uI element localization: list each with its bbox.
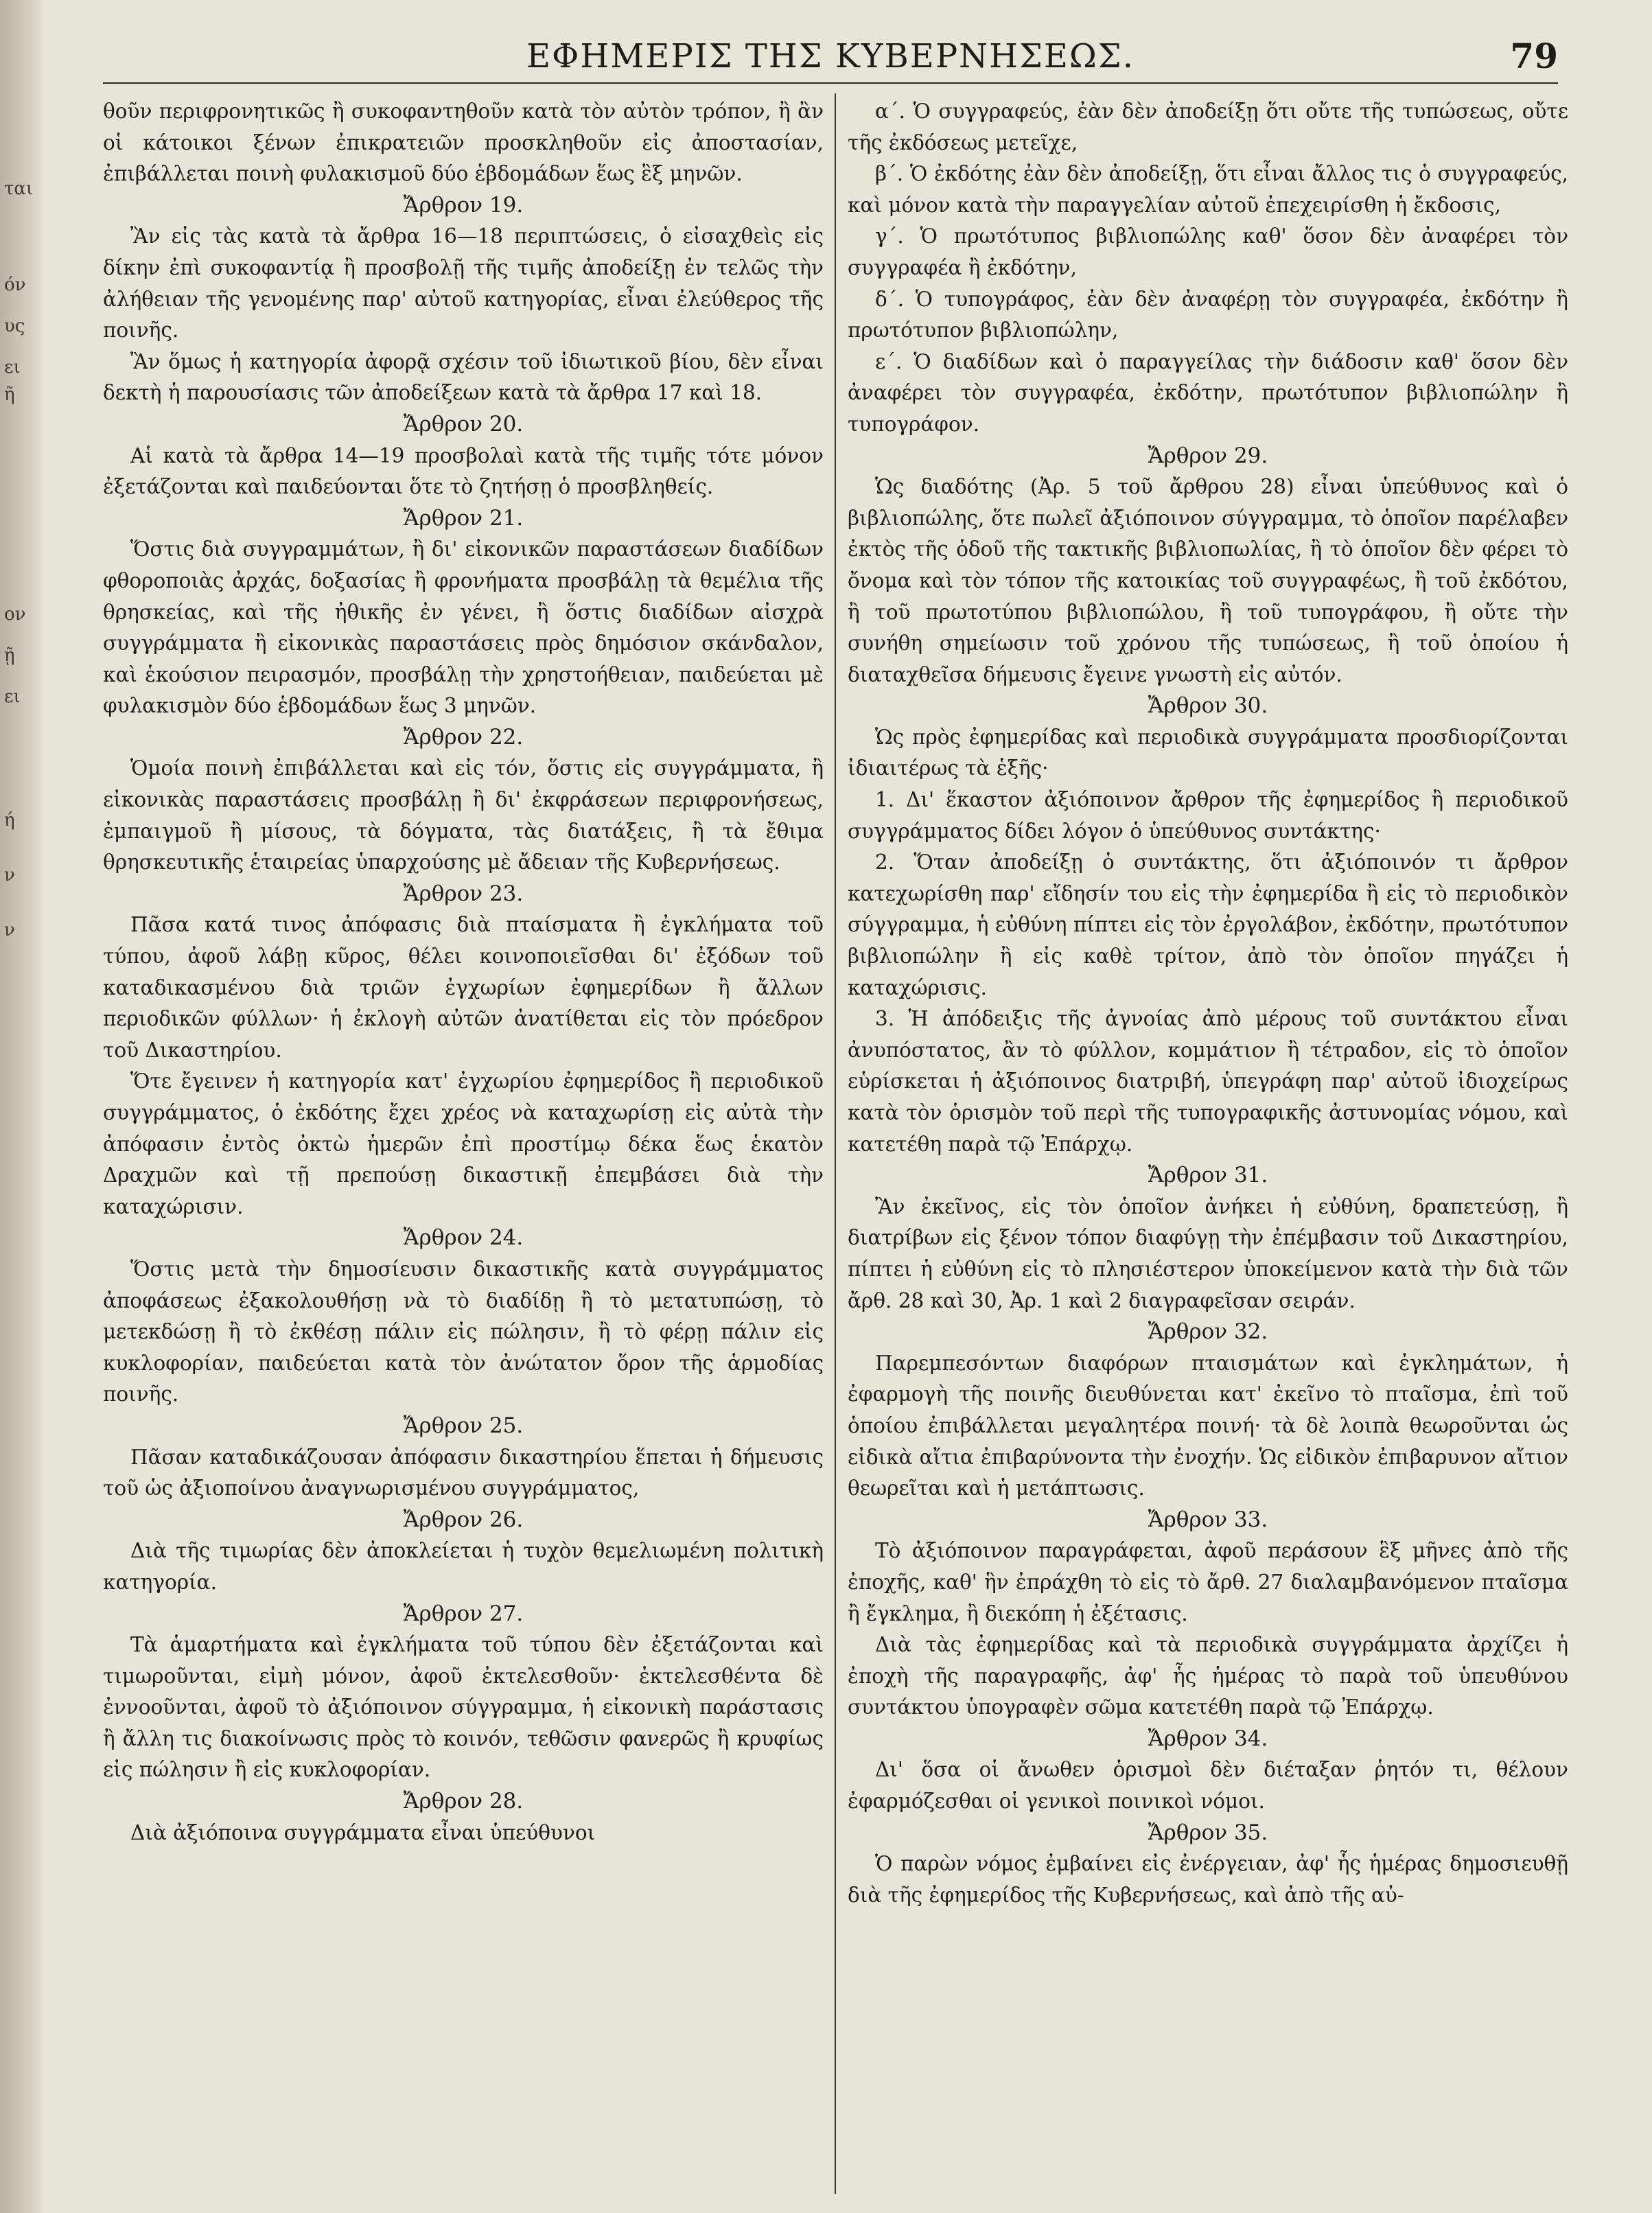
paragraph: Ὅστις διὰ συγγραμμάτων, ἢ δι' εἰκονικῶν παραστάσεων διαδίδων φθοροποιὰς ἀρχάς, δοξασίας ἢ φρονήματα προσβάλῃ τὰ θεμέλια τῆς θρησκείας, καὶ τῆς ἠθικῆς ἐν γένει, ἢ ὅστις διαδίδων αἰσχρὰ συγγράμματα ἢ εἰκονικὰς παραστάσεις πρὸς δημόσιον σκάνδαλον, καὶ ἑκούσιον πειρασμόν, προσβάλῃ τὴν χρηστοήθειαν, παιδεύεται μὲ φυλακισμὸν δύο ἑβδομάδων ἕως 3 μηνῶν. bbox=[103, 537, 824, 718]
paragraph: Ὡς διαδότης (Ἀρ. 5 τοῦ ἄρθρου 28) εἶναι ὑπεύθυνος καὶ ὁ βιβλιοπώλης, ὅτε πωλεῖ ἀξιόποινον σύγγραμμα, τὸ ὁποῖον παρέλαβεν ἐκτὸς τῆς ὁδοῦ τῆς τακτικῆς βιβλιοπωλίας, ἢ τὸ ὁποῖον δὲν φέρει τὸ ὄνομα καὶ τὸν τόπον τῆς κατοικίας τοῦ συγγραφέως, ἢ τοῦ ἐκδότου, ἢ τοῦ πρωτοτύπου βιβλιοπώλου, ἢ τοῦ τυπογράφου, ἢ οὔτε τὴν συνήθη σημείωσιν τοῦ χρόνου τῆς τυπώσεως, ἢ τοῦ ὁποίου ἡ διαταχθεῖσα δήμευσις ἔγεινε γνωστὴ εἰς αὐτόν. bbox=[848, 475, 1568, 686]
article-heading: Ἄρθρον 27. bbox=[403, 1601, 524, 1626]
article-heading: Ἄρθρον 21. bbox=[403, 505, 524, 531]
article-heading: Ἄρθρον 35. bbox=[1148, 1820, 1268, 1845]
paragraph: Πᾶσαν καταδικάζουσαν ἀπόφασιν δικαστηρίου ἕπεται ἡ δήμευσις τοῦ ὡς ἀξιοποίνου ἀναγνωρισμένου συγγράμματος, bbox=[103, 1445, 824, 1501]
column-divider bbox=[835, 93, 836, 2194]
paragraph: Ὡς πρὸς ἐφημερίδας καὶ περιοδικὰ συγγράμματα προσδιορίζονται ἰδιαιτέρως τὰ ἑξῆς· bbox=[848, 725, 1568, 780]
paragraph: ε΄. Ὁ διαδίδων καὶ ὁ παραγγείλας τὴν διάδοσιν καθ' ὅσον δὲν ἀναφέρει τὸν συγγραφέα, ἐκδότην, πρωτότυπον βιβλιοπώλην ἢ τυπογράφον. bbox=[848, 349, 1568, 436]
gutter-text-fragment: ῆ bbox=[4, 384, 15, 405]
paragraph: Ἂν ὅμως ἡ κατηγορία ἀφορᾷ σχέσιν τοῦ ἰδιωτικοῦ βίου, δὲν εἶναι δεκτὴ ἡ παρουσίασις τῶν ἀποδείξεων κατὰ τὰ ἄρθρα 17 καὶ 18. bbox=[103, 349, 824, 405]
paragraph: Ἂν εἰς τὰς κατὰ τὰ ἄρθρα 16—18 περιπτώσεις, ὁ εἰσαχθεὶς εἰς δίκην ἐπὶ συκοφαντίᾳ ἢ προσβολῇ τῆς τιμῆς ἀποδείξῃ ἐν τελῶς τὴν ἀλήθειαν τῆς γενομένης παρ' αὐτοῦ κατηγορίας, εἶναι ἐλεύθερος τῆς ποινῆς. bbox=[103, 224, 824, 343]
paragraph: Ὅτε ἔγεινεν ἡ κατηγορία κατ' ἐγχωρίου ἐφημερίδος ἢ περιοδικοῦ συγγράμματος, ὁ ἐκδότης ἔχει χρέος νὰ καταχωρίσῃ εἰς αὐτὰ τὴν ἀπόφασιν ἐντὸς ὀκτὼ ἡμερῶν ἐπὶ προστίμῳ δέκα ἕως ἑκατὸν Δραχμῶν καὶ τῇ πρεπούσῃ δικαστικῇ ἐπεμβάσει διὰ τὴν καταχώρισιν. bbox=[103, 1069, 824, 1218]
gutter-text-fragment: ή bbox=[4, 810, 15, 831]
gutter-text-fragment: ει bbox=[4, 686, 21, 707]
paragraph: δ΄. Ὁ τυπογράφος, ἐὰν δὲν ἀναφέρῃ τὸν συγγραφέα, ἐκδότην ἢ πρωτότυπον βιβλιοπώλην, bbox=[848, 287, 1568, 343]
gutter-text-fragment: υς bbox=[4, 316, 25, 336]
gutter-text-fragment: όν bbox=[4, 275, 26, 295]
paragraph: 1. Δι' ἕκαστον ἀξιόποινον ἄρθρον τῆς ἐφημερίδος ἢ περιοδικοῦ συγγράμματος δίδει λόγον ὁ ὑπεύθυνος συντάκτης· bbox=[848, 788, 1568, 843]
paragraph: Διὰ τῆς τιμωρίας δὲν ἀποκλείεται ἡ τυχὸν θεμελιωμένη πολιτικὴ κατηγορία. bbox=[103, 1539, 824, 1594]
paragraph: Ἂν ἐκεῖνος, εἰς τὸν ὁποῖον ἀνήκει ἡ εὐθύνη, δραπετεύσῃ, ἢ διατρίβων εἰς ξένον τόπον διαφύγῃ τὴν ἐπέμβασιν τοῦ Δικαστηρίου, πίπτει ἡ εὐθύνη εἰς τὸ πλησιέστερον ὑποκείμενον κατὰ τὴν διὰ τῶν ἄρθ. 28 καὶ 30, Ἀρ. 1 καὶ 2 διαγραφεῖσαν σειράν. bbox=[848, 1194, 1568, 1312]
article-heading: Ἄρθρον 29. bbox=[1148, 443, 1268, 468]
article-heading: Ἄρθρον 23. bbox=[403, 881, 524, 906]
newspaper-page bbox=[103, 27, 1568, 2197]
gutter-text-fragment: ν bbox=[4, 865, 15, 885]
paragraph: Ὁμοία ποινὴ ἐπιβάλλεται καὶ εἰς τόν, ὅστις εἰς συγγράμματα, ἢ εἰκονικὰς παραστάσεις προσβάλῃ ἢ δι' ἐκφράσεων περιφρονήσεως, ἐμπαιγμοῦ ἢ μίσους, τὰ δόγματα, τὰς διατάξεις, ἢ τὰ ἔθιμα θρησκευτικῆς ἑταιρείας ὑπαρχούσης μὲ ἄδειαν τῆς Κυβερνήσεως. bbox=[103, 756, 824, 874]
masthead-title: ΕΦΗΜΕΡΙΣ ΤΗΣ ΚΥΒΕΡΝΗΣΕΩΣ. bbox=[526, 37, 1135, 76]
paragraph: Δι' ὅσα οἱ ἄνωθεν ὁρισμοὶ δὲν διέταξαν ῥητόν τι, θέλουν ἐφαρμόζεσθαι οἱ γενικοὶ ποινικοὶ νόμοι. bbox=[848, 1758, 1568, 1814]
paragraph: Ὅστις μετὰ τὴν δημοσίευσιν δικαστικῆς κατὰ συγγράμματος ἀποφάσεως ἐξακολουθήσῃ νὰ τὸ διαδίδῃ ἢ τὸ μετατυπώσῃ, τὸ μετεκδώσῃ ἢ τὸ ἐκθέσῃ πάλιν εἰς πώλησιν, ἢ τὸ φέρῃ πάλιν εἰς κυκλοφορίαν, παιδεύεται κατὰ τὸν ἀνώτατον ὅρον τῆς ἁρμοδίας ποινῆς. bbox=[103, 1257, 824, 1406]
binding-gutter bbox=[0, 0, 43, 2213]
paragraph: Διὰ ἀξιόποινα συγγράμματα εἶναι ὑπεύθυνοι bbox=[130, 1820, 596, 1844]
article-heading: Ἄρθρον 30. bbox=[1148, 693, 1268, 719]
paragraph: Τὰ ἁμαρτήματα καὶ ἐγκλήματα τοῦ τύπου δὲν ἐξετάζονται καὶ τιμωροῦνται, εἰμὴ μόνον, ἀφοῦ ἐκτελεσθοῦν· ἐκτελεσθέντα δὲ ἐννοοῦνται, ἀφοῦ τὸ ἀξιόποινον σύγγραμμα, ἡ εἰκονικὴ παράστασις ἢ ἄλλη τις διακοίνωσις πρὸς τὸ κοινόν, τεθῶσιν φανερῶς ἢ κρυφίως εἰς πώλησιν ἢ εἰς κυκλοφορίαν. bbox=[103, 1633, 824, 1782]
paragraph: Πᾶσα κατά τινος ἀπόφασις διὰ πταίσματα ἢ ἐγκλήματα τοῦ τύπου, ἀφοῦ λάβῃ κῦρος, θέλει κοινοποιεῖσθαι δι' ἐξόδων τοῦ καταδικασμένου διὰ τριῶν ἐγχωρίων ἐφημερίδων ἢ ἄλλων περιοδικῶν φύλλων· ἡ ἐκλογὴ αὐτῶν ἀνατίθεται εἰς τὸν πρόεδρον τοῦ Δικαστηρίου. bbox=[103, 913, 824, 1062]
article-heading: Ἄρθρον 22. bbox=[403, 724, 524, 750]
left-column bbox=[103, 96, 824, 2197]
gutter-text-fragment: ν bbox=[4, 920, 15, 940]
article-heading: Ἄρθρον 25. bbox=[403, 1413, 524, 1438]
paragraph: Αἱ κατὰ τὰ ἄρθρα 14—19 προσβολαὶ κατὰ τῆς τιμῆς τότε μόνον ἐξετάζονται καὶ παιδεύονται ὅτε τὸ ζητήσῃ ὁ προσβληθείς. bbox=[103, 443, 824, 499]
paragraph: α΄. Ὁ συγγραφεύς, ἐὰν δὲν ἀποδείξῃ ὅτι οὔτε τῆς τυπώσεως, οὔτε τῆς ἐκδόσεως μετεῖχε, bbox=[848, 100, 1568, 154]
paragraph: θοῦν περιφρονητικῶς ἢ συκοφαντηθοῦν κατὰ τὸν αὐτὸν τρόπον, ἢ ἂν οἱ κάτοικοι ξένων ἐπικρατειῶν προσκληθοῦν εἰς ἀποστασίαν, ἐπιβάλλεται ποινὴ φυλακισμοῦ δύο ἑβδομάδων ἕως ἓξ μηνῶν. bbox=[103, 100, 824, 186]
paragraph: γ΄. Ὁ πρωτότυπος βιβλιοπώλης καθ' ὅσον δὲν ἀναφέρει τὸν συγγραφέα ἢ ἐκδότην, bbox=[848, 224, 1568, 279]
paragraph: Τὸ ἀξιόποινον παραγράφεται, ἀφοῦ περάσουν ἓξ μῆνες ἀπὸ τῆς ἐποχῆς, καθ' ἣν ἐπράχθη τὸ εἰς τὸ ἄρθ. 27 διαλαμβανόμενον πταῖσμα ἢ ἔγκλημα, ἢ διεκόπη ἡ ἐξέτασις. bbox=[848, 1539, 1568, 1625]
article-heading: Ἄρθρον 28. bbox=[403, 1789, 524, 1814]
page-number: 79 bbox=[1510, 36, 1558, 76]
gutter-text-fragment: ῇ bbox=[4, 645, 15, 666]
paragraph: Διὰ τὰς ἐφημερίδας καὶ τὰ περιοδικὰ συγγράμματα ἀρχίζει ἡ ἐποχὴ τῆς παραγραφῆς, ἀφ' ἧς ἡμέρας τὸ παρὰ τοῦ ὑπευθύνου συντάκτου ὑπογραφὲν σῶμα κατετέθη παρὰ τῷ Ἐπάρχῳ. bbox=[848, 1633, 1568, 1719]
article-heading: Ἄρθρον 19. bbox=[403, 192, 524, 218]
paragraph: 2. Ὅταν ἀποδείξῃ ὁ συντάκτης, ὅτι ἀξιόποινόν τι ἄρθρον κατεχωρίσθη παρ' εἴδησίν του εἰς τὴν ἐφημερίδα ἢ εἰς τὸ περιοδικὸν σύγγραμμα, ἡ εὐθύνη πίπτει εἰς τὸν ἐργολάβον, ἐκδότην, πρωτότυπον βιβλιοπώλην ἢ εἰς καθὲ τρίτον, ἀπὸ τὸν ὁποῖον πηγάζει ἡ καταχώρισις. bbox=[848, 850, 1568, 999]
article-heading: Ἄρθρον 33. bbox=[1148, 1507, 1268, 1532]
article-heading: Ἄρθρον 24. bbox=[403, 1225, 524, 1251]
right-column bbox=[848, 96, 1568, 2197]
page-header bbox=[103, 27, 1558, 84]
article-heading: Ἄρθρον 26. bbox=[403, 1507, 524, 1532]
paragraph: Ὁ παρὼν νόμος ἐμβαίνει εἰς ἐνέργειαν, ἀφ' ἧς ἡμέρας δημοσιευθῇ διὰ τῆς ἐφημερίδος τῆς Κυβερνήσεως, καὶ ἀπὸ τῆς αὐ- bbox=[848, 1852, 1568, 1907]
article-heading: Ἄρθρον 32. bbox=[1148, 1319, 1268, 1345]
gutter-text-fragment: ει bbox=[4, 357, 21, 378]
paragraph: Παρεμπεσόντων διαφόρων πταισμάτων καὶ ἐγκλημάτων, ἡ ἐφαρμογὴ τῆς ποινῆς διευθύνεται κατ' ἐκεῖνο τὸ πταῖσμα, ἐπὶ τοῦ ὁποίου ἐπιβάλλεται μεγαλητέρα ποινή· τὰ δὲ λοιπὰ θεωροῦνται ὡς εἰδικὰ αἴτια ἐπιβαρύνοντα τὴν ἐνοχήν. Ὡς εἰδικὸν ἐπιβαρυνον αἴτιον θεωρεῖται καὶ ἡ μετάπτωσις. bbox=[848, 1351, 1568, 1501]
gutter-text-fragment: ται bbox=[4, 178, 34, 199]
article-heading: Ἄρθρον 31. bbox=[1148, 1163, 1268, 1188]
paragraph: 3. Ἡ ἀπόδειξις τῆς ἀγνοίας ἀπὸ μέρους τοῦ συντάκτου εἶναι ἀνυπόστατος, ἂν τὸ φύλλον, κομμάτιον ἢ τέτραδον, εἰς τὸ ὁποῖον εὑρίσκεται ἡ ἀξιόποινος διατριβή, ὑπεγράφη παρ' αὐτοῦ ἰδιοχείρως κατὰ τὸν ὁρισμὸν τοῦ περὶ τῆς τυπογραφικῆς ἀστυνομίας νόμου, καὶ κατετέθη παρὰ τῷ Ἐπάρχῳ. bbox=[848, 1007, 1568, 1156]
article-heading: Ἄρθρον 20. bbox=[403, 411, 524, 437]
paragraph: β΄. Ὁ ἐκδότης ἐὰν δὲν ἀποδείξῃ, ὅτι εἶναι ἄλλος τις ὁ συγγραφεύς, καὶ μόνον κατὰ τὴν παραγγελίαν αὐτοῦ ἐπεχειρίσθη ἡ ἔκδοσις, bbox=[848, 162, 1568, 217]
gutter-text-fragment: ον bbox=[4, 604, 26, 625]
article-heading: Ἄρθρον 34. bbox=[1148, 1726, 1268, 1751]
